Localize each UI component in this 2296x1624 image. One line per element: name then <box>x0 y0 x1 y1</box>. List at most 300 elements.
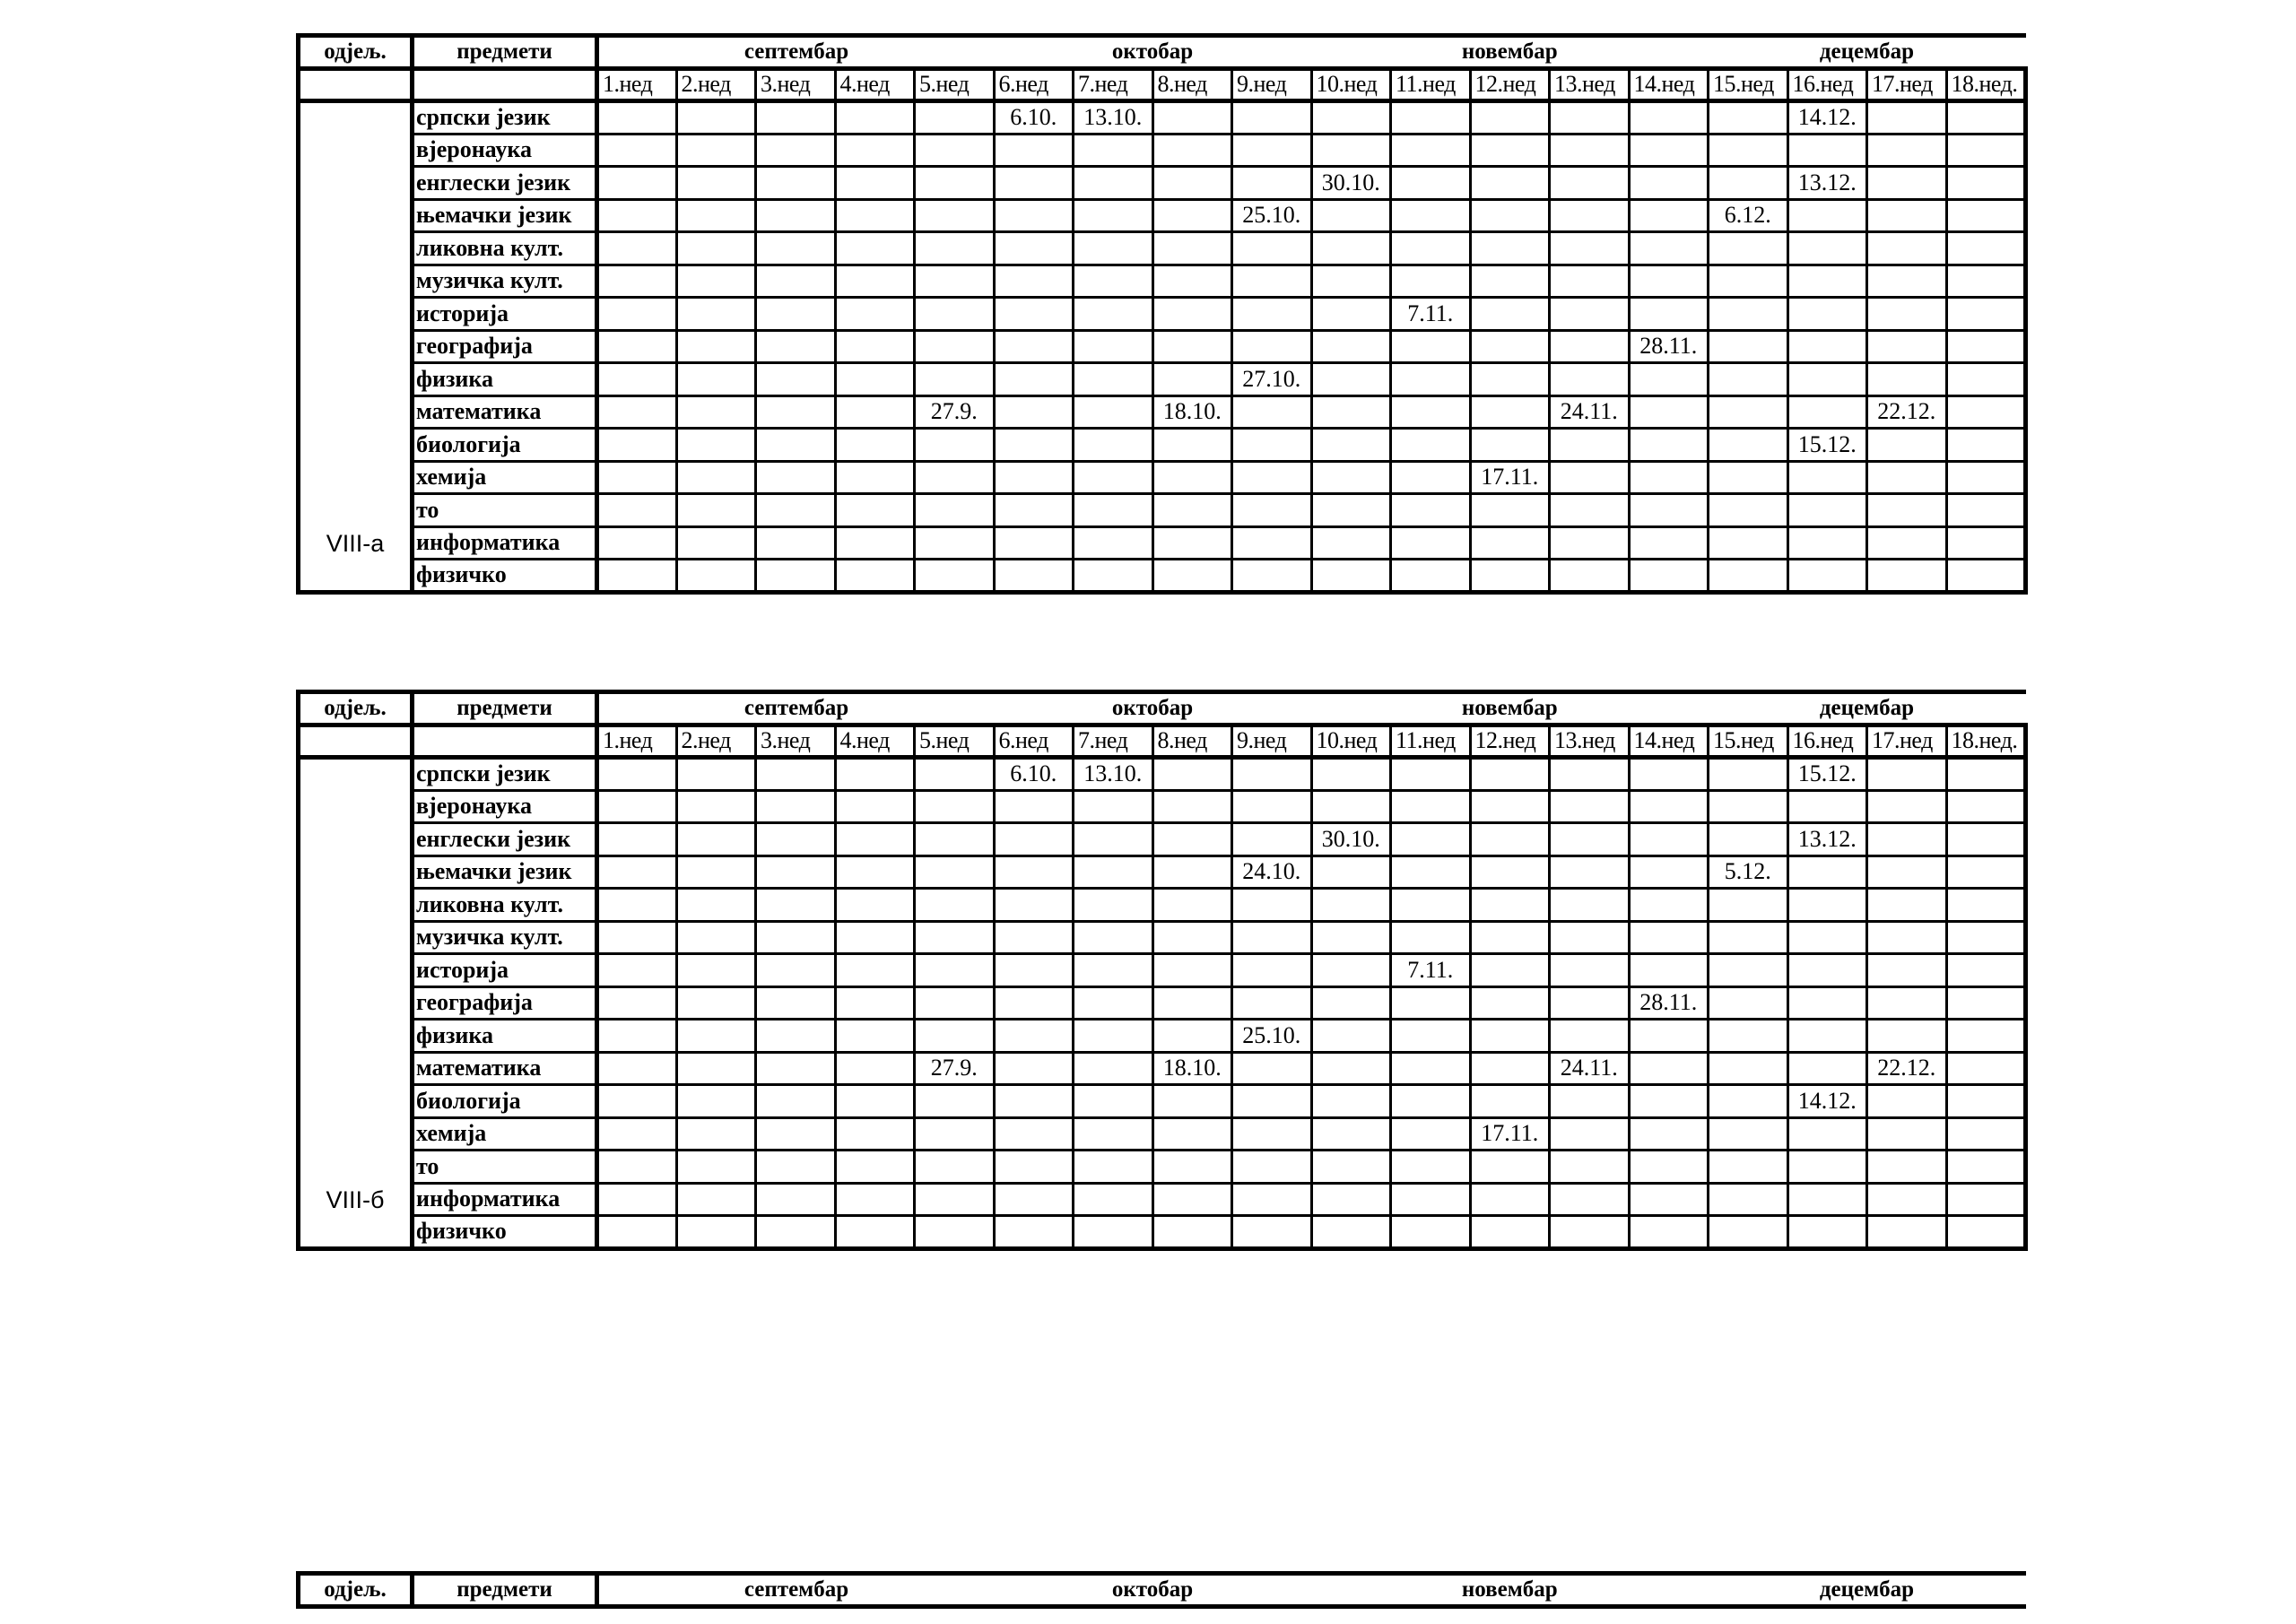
test-date-cell: 27.9. <box>915 395 995 429</box>
test-date-cell <box>835 298 915 331</box>
subject-name: физичко <box>413 560 597 593</box>
test-date-cell <box>1629 429 1709 462</box>
subject-name: вјеронаука <box>413 134 597 167</box>
test-date-cell <box>1550 954 1630 987</box>
test-date-cell <box>835 167 915 200</box>
schedule-table-3-header-only <box>296 1571 2026 1609</box>
subject-row <box>299 1085 2026 1118</box>
test-date-cell <box>1787 265 1867 298</box>
test-date-cell <box>1311 101 1391 135</box>
test-date-cell <box>1470 526 1550 560</box>
month-header: новембар <box>1311 692 1709 725</box>
subject-row <box>299 363 2026 396</box>
week-header: 14.нед <box>1629 725 1709 758</box>
test-date-cell <box>835 429 915 462</box>
test-date-cell <box>1391 1151 1471 1184</box>
test-date-cell <box>1311 1216 1391 1249</box>
subjects-header: предмети <box>413 36 597 69</box>
test-date-cell <box>1391 134 1471 167</box>
test-date-cell <box>597 986 677 1020</box>
test-date-cell: 25.10. <box>1232 199 1312 232</box>
subject-row <box>299 1020 2026 1053</box>
test-date-cell <box>1232 1151 1312 1184</box>
test-date-cell <box>1946 363 2026 396</box>
week-header: 7.нед <box>1074 68 1153 101</box>
week-header: 3.нед <box>756 68 836 101</box>
test-date-cell <box>676 134 756 167</box>
test-date-cell <box>1152 363 1232 396</box>
test-date-cell <box>1152 494 1232 527</box>
subject-row <box>299 134 2026 167</box>
test-date-cell <box>1470 758 1550 791</box>
test-date-cell <box>1629 167 1709 200</box>
subject-row <box>299 526 2026 560</box>
dept-header-blank <box>299 68 413 101</box>
test-date-cell <box>1550 855 1630 889</box>
week-header: 18.нед. <box>1946 725 2026 758</box>
test-date-cell <box>835 363 915 396</box>
test-date-cell <box>1550 986 1630 1020</box>
test-date-cell <box>1787 1151 1867 1184</box>
test-date-cell <box>915 889 995 922</box>
test-date-cell <box>835 461 915 494</box>
test-date-cell <box>1787 790 1867 823</box>
test-date-cell <box>1550 560 1630 593</box>
test-date-cell <box>994 526 1074 560</box>
test-date-cell <box>1787 889 1867 922</box>
test-date-cell <box>915 560 995 593</box>
test-date-cell <box>1152 790 1232 823</box>
test-date-cell <box>835 101 915 135</box>
test-date-cell <box>1787 395 1867 429</box>
test-date-cell: 13.12. <box>1787 167 1867 200</box>
month-header: септембар <box>597 36 995 69</box>
test-date-cell <box>676 232 756 265</box>
test-date-cell <box>676 167 756 200</box>
test-date-cell <box>1867 1020 1947 1053</box>
subject-row <box>299 560 2026 593</box>
test-date-cell <box>1074 526 1153 560</box>
test-date-cell <box>1946 232 2026 265</box>
subject-row <box>299 823 2026 856</box>
test-date-cell <box>1232 101 1312 135</box>
subject-row <box>299 1151 2026 1184</box>
test-date-cell <box>597 1117 677 1151</box>
subject-name: то <box>413 494 597 527</box>
test-date-cell <box>676 1151 756 1184</box>
test-date-cell <box>1232 232 1312 265</box>
test-date-cell <box>994 1117 1074 1151</box>
test-date-cell <box>1550 1216 1630 1249</box>
week-header: 9.нед <box>1232 725 1312 758</box>
test-date-cell <box>1152 921 1232 954</box>
test-date-cell <box>1311 395 1391 429</box>
dept-header: одјељ. <box>299 692 413 725</box>
week-header: 11.нед <box>1391 725 1471 758</box>
test-date-cell <box>1867 855 1947 889</box>
subjects-header-blank <box>413 725 597 758</box>
test-date-cell <box>1946 199 2026 232</box>
test-date-cell <box>915 429 995 462</box>
week-header: 9.нед <box>1232 68 1312 101</box>
test-date-cell <box>1629 298 1709 331</box>
test-date-cell <box>1709 232 1788 265</box>
test-date-cell <box>1787 330 1867 363</box>
test-date-cell <box>835 758 915 791</box>
test-date-cell <box>756 395 836 429</box>
test-date-cell <box>1709 494 1788 527</box>
week-header: 16.нед <box>1787 725 1867 758</box>
test-date-cell <box>1946 790 2026 823</box>
test-date-cell <box>1311 134 1391 167</box>
subjects-header: предмети <box>413 1574 597 1607</box>
test-date-cell <box>1391 1117 1471 1151</box>
test-date-cell <box>597 265 677 298</box>
month-header-row <box>299 1574 2026 1607</box>
test-date-cell <box>1152 1183 1232 1216</box>
test-date-cell <box>1709 986 1788 1020</box>
test-date-cell <box>835 494 915 527</box>
test-date-cell <box>1470 167 1550 200</box>
test-date-cell <box>1550 101 1630 135</box>
test-date-cell <box>1867 199 1947 232</box>
test-date-cell <box>915 986 995 1020</box>
test-date-cell <box>994 954 1074 987</box>
test-date-cell <box>1629 494 1709 527</box>
month-header: октобар <box>994 1574 1311 1607</box>
test-date-cell <box>756 199 836 232</box>
test-date-cell <box>676 199 756 232</box>
test-date-cell <box>1311 232 1391 265</box>
test-date-cell <box>676 855 756 889</box>
test-date-cell <box>835 1085 915 1118</box>
test-date-cell <box>1232 526 1312 560</box>
test-date-cell <box>1629 823 1709 856</box>
week-header: 6.нед <box>994 68 1074 101</box>
test-date-cell <box>676 265 756 298</box>
test-date-cell <box>835 855 915 889</box>
subject-name: физика <box>413 363 597 396</box>
test-date-cell <box>1311 265 1391 298</box>
test-date-cell <box>1311 199 1391 232</box>
month-header: децембар <box>1709 36 2026 69</box>
test-date-cell <box>835 395 915 429</box>
week-header: 15.нед <box>1709 725 1788 758</box>
test-date-cell <box>1391 199 1471 232</box>
test-date-cell <box>1152 1020 1232 1053</box>
subject-row <box>299 232 2026 265</box>
test-date-cell <box>1152 855 1232 889</box>
dept-header-blank <box>299 725 413 758</box>
test-date-cell <box>1867 134 1947 167</box>
test-date-cell <box>676 1020 756 1053</box>
test-date-cell <box>835 1020 915 1053</box>
week-header: 8.нед <box>1152 68 1232 101</box>
test-date-cell <box>1550 199 1630 232</box>
test-date-cell <box>1391 526 1471 560</box>
test-date-cell <box>915 494 995 527</box>
test-date-cell <box>1709 1216 1788 1249</box>
test-date-cell <box>835 954 915 987</box>
test-date-cell <box>676 1216 756 1249</box>
subject-name: биологија <box>413 1085 597 1118</box>
subject-name: њемачки језик <box>413 855 597 889</box>
subject-row <box>299 494 2026 527</box>
test-date-cell <box>835 1183 915 1216</box>
test-date-cell <box>1470 1183 1550 1216</box>
test-date-cell <box>915 1216 995 1249</box>
test-date-cell <box>1152 1151 1232 1184</box>
test-date-cell <box>1550 330 1630 363</box>
test-date-cell <box>1470 134 1550 167</box>
test-date-cell <box>1867 363 1947 396</box>
test-date-cell <box>1550 1183 1630 1216</box>
test-date-cell <box>1550 921 1630 954</box>
test-date-cell <box>1709 790 1788 823</box>
test-date-cell <box>1629 855 1709 889</box>
test-date-cell: 15.12. <box>1787 758 1867 791</box>
test-date-cell <box>1232 954 1312 987</box>
test-date-cell <box>1152 330 1232 363</box>
test-date-cell <box>1152 429 1232 462</box>
test-date-cell <box>597 429 677 462</box>
test-date-cell <box>676 954 756 987</box>
test-date-cell <box>1391 167 1471 200</box>
test-date-cell <box>1074 363 1153 396</box>
week-header: 15.нед <box>1709 68 1788 101</box>
test-date-cell <box>994 330 1074 363</box>
test-date-cell <box>756 758 836 791</box>
test-date-cell <box>1074 232 1153 265</box>
test-date-cell <box>1629 921 1709 954</box>
subject-name: енглески језик <box>413 167 597 200</box>
test-date-cell <box>994 232 1074 265</box>
test-date-cell <box>1391 461 1471 494</box>
test-date-cell <box>756 363 836 396</box>
dept-header: одјељ. <box>299 1574 413 1607</box>
test-date-cell <box>1311 494 1391 527</box>
test-date-cell <box>1946 1117 2026 1151</box>
test-date-cell <box>1470 823 1550 856</box>
test-date-cell <box>1074 889 1153 922</box>
test-date-cell <box>1470 494 1550 527</box>
test-date-cell: 18.10. <box>1152 395 1232 429</box>
test-date-cell <box>1391 429 1471 462</box>
test-date-cell <box>1629 134 1709 167</box>
test-date-cell <box>1787 954 1867 987</box>
test-date-cell <box>676 461 756 494</box>
test-date-cell <box>1470 790 1550 823</box>
test-date-cell: 17.11. <box>1470 1117 1550 1151</box>
week-header: 10.нед <box>1311 725 1391 758</box>
test-date-cell <box>1311 429 1391 462</box>
subject-name: то <box>413 1151 597 1184</box>
test-date-cell <box>1867 526 1947 560</box>
test-date-cell <box>1152 889 1232 922</box>
test-date-cell <box>1787 1052 1867 1085</box>
test-date-cell: 17.11. <box>1470 461 1550 494</box>
subject-name: математика <box>413 1052 597 1085</box>
subject-row <box>299 1052 2026 1085</box>
test-date-cell <box>1867 1183 1947 1216</box>
week-header: 8.нед <box>1152 725 1232 758</box>
subject-row <box>299 461 2026 494</box>
test-date-cell <box>1946 101 2026 135</box>
week-header: 2.нед <box>676 68 756 101</box>
test-date-cell <box>1946 855 2026 889</box>
test-date-cell <box>1074 1117 1153 1151</box>
test-date-cell <box>1787 363 1867 396</box>
test-date-cell: 13.10. <box>1074 101 1153 135</box>
test-date-cell <box>1550 526 1630 560</box>
test-date-cell <box>994 167 1074 200</box>
test-date-cell <box>676 1117 756 1151</box>
test-date-cell: 6.10. <box>994 758 1074 791</box>
subjects-header: предмети <box>413 692 597 725</box>
test-date-cell <box>1787 855 1867 889</box>
test-date-cell <box>835 232 915 265</box>
test-date-cell <box>1946 889 2026 922</box>
test-date-cell: 30.10. <box>1311 823 1391 856</box>
month-header: септембар <box>597 1574 995 1607</box>
test-date-cell <box>1550 1085 1630 1118</box>
subject-row <box>299 1216 2026 1249</box>
test-date-cell <box>1232 330 1312 363</box>
test-date-cell <box>676 1085 756 1118</box>
test-date-cell <box>756 921 836 954</box>
test-date-cell <box>1311 461 1391 494</box>
test-date-cell <box>597 1183 677 1216</box>
test-date-cell <box>1946 758 2026 791</box>
test-date-cell <box>756 889 836 922</box>
test-date-cell <box>1311 954 1391 987</box>
test-date-cell <box>915 954 995 987</box>
test-date-cell <box>1946 167 2026 200</box>
test-date-cell <box>1709 1052 1788 1085</box>
test-date-cell <box>1311 1151 1391 1184</box>
test-date-cell <box>1787 134 1867 167</box>
test-date-cell <box>1074 461 1153 494</box>
test-date-cell <box>1232 298 1312 331</box>
test-date-cell <box>1074 494 1153 527</box>
test-date-cell: 28.11. <box>1629 330 1709 363</box>
test-date-cell <box>1867 823 1947 856</box>
test-date-cell <box>994 921 1074 954</box>
test-date-cell <box>1709 823 1788 856</box>
test-date-cell <box>915 265 995 298</box>
test-date-cell <box>994 494 1074 527</box>
test-date-cell: 25.10. <box>1232 1020 1312 1053</box>
test-date-cell <box>597 889 677 922</box>
test-date-cell <box>1152 1117 1232 1151</box>
test-date-cell <box>1470 330 1550 363</box>
test-date-cell <box>915 1183 995 1216</box>
test-date-cell <box>1867 790 1947 823</box>
test-date-cell <box>597 954 677 987</box>
subject-row <box>299 1183 2026 1216</box>
test-date-cell <box>1391 330 1471 363</box>
test-date-cell <box>1550 167 1630 200</box>
test-date-cell <box>597 101 677 135</box>
test-date-cell <box>1787 199 1867 232</box>
test-date-cell <box>1550 823 1630 856</box>
test-date-cell <box>1470 232 1550 265</box>
test-date-cell <box>994 560 1074 593</box>
test-date-cell <box>1787 461 1867 494</box>
test-date-cell <box>1391 232 1471 265</box>
test-date-cell <box>1152 526 1232 560</box>
test-date-cell <box>756 429 836 462</box>
test-date-cell <box>756 526 836 560</box>
test-date-cell <box>915 1020 995 1053</box>
test-date-cell <box>1550 134 1630 167</box>
test-date-cell <box>1629 790 1709 823</box>
subjects-header-blank <box>413 68 597 101</box>
test-date-cell <box>1232 134 1312 167</box>
test-date-cell <box>1391 823 1471 856</box>
schedule-table-2 <box>296 690 2028 1251</box>
test-date-cell <box>1629 560 1709 593</box>
test-date-cell <box>915 363 995 396</box>
month-header: новембар <box>1311 1574 1709 1607</box>
test-date-cell <box>994 298 1074 331</box>
test-date-cell <box>756 1085 836 1118</box>
subject-row <box>299 265 2026 298</box>
test-date-cell <box>676 823 756 856</box>
test-date-cell <box>1867 889 1947 922</box>
test-date-cell <box>756 461 836 494</box>
test-date-cell <box>1629 1085 1709 1118</box>
test-date-cell <box>1470 560 1550 593</box>
test-date-cell <box>994 986 1074 1020</box>
week-header: 17.нед <box>1867 68 1947 101</box>
subject-name: музичка култ. <box>413 921 597 954</box>
test-date-cell <box>1391 494 1471 527</box>
test-date-cell <box>915 855 995 889</box>
test-date-cell <box>1391 560 1471 593</box>
test-date-cell <box>1946 134 2026 167</box>
test-date-cell <box>1946 1085 2026 1118</box>
test-date-cell <box>1867 298 1947 331</box>
test-date-cell <box>1152 758 1232 791</box>
test-date-cell <box>994 1085 1074 1118</box>
test-date-cell <box>676 1183 756 1216</box>
test-date-cell <box>756 1183 836 1216</box>
test-date-cell <box>1709 101 1788 135</box>
test-date-cell <box>1550 1151 1630 1184</box>
test-date-cell <box>1470 101 1550 135</box>
test-date-cell <box>1232 429 1312 462</box>
test-date-cell <box>1629 232 1709 265</box>
test-date-cell <box>1946 986 2026 1020</box>
test-date-cell <box>676 889 756 922</box>
month-header: септембар <box>597 692 995 725</box>
test-date-cell <box>1232 889 1312 922</box>
class-name: VIII-б <box>299 758 413 1249</box>
test-date-cell <box>756 1020 836 1053</box>
test-date-cell <box>1391 395 1471 429</box>
test-date-cell <box>1470 855 1550 889</box>
test-date-cell <box>1550 790 1630 823</box>
test-date-cell <box>1391 986 1471 1020</box>
subject-row <box>299 889 2026 922</box>
test-date-cell <box>835 134 915 167</box>
test-date-cell <box>1787 921 1867 954</box>
test-date-cell <box>1311 560 1391 593</box>
test-date-cell <box>994 134 1074 167</box>
test-date-cell <box>1709 1151 1788 1184</box>
test-date-cell <box>1867 494 1947 527</box>
